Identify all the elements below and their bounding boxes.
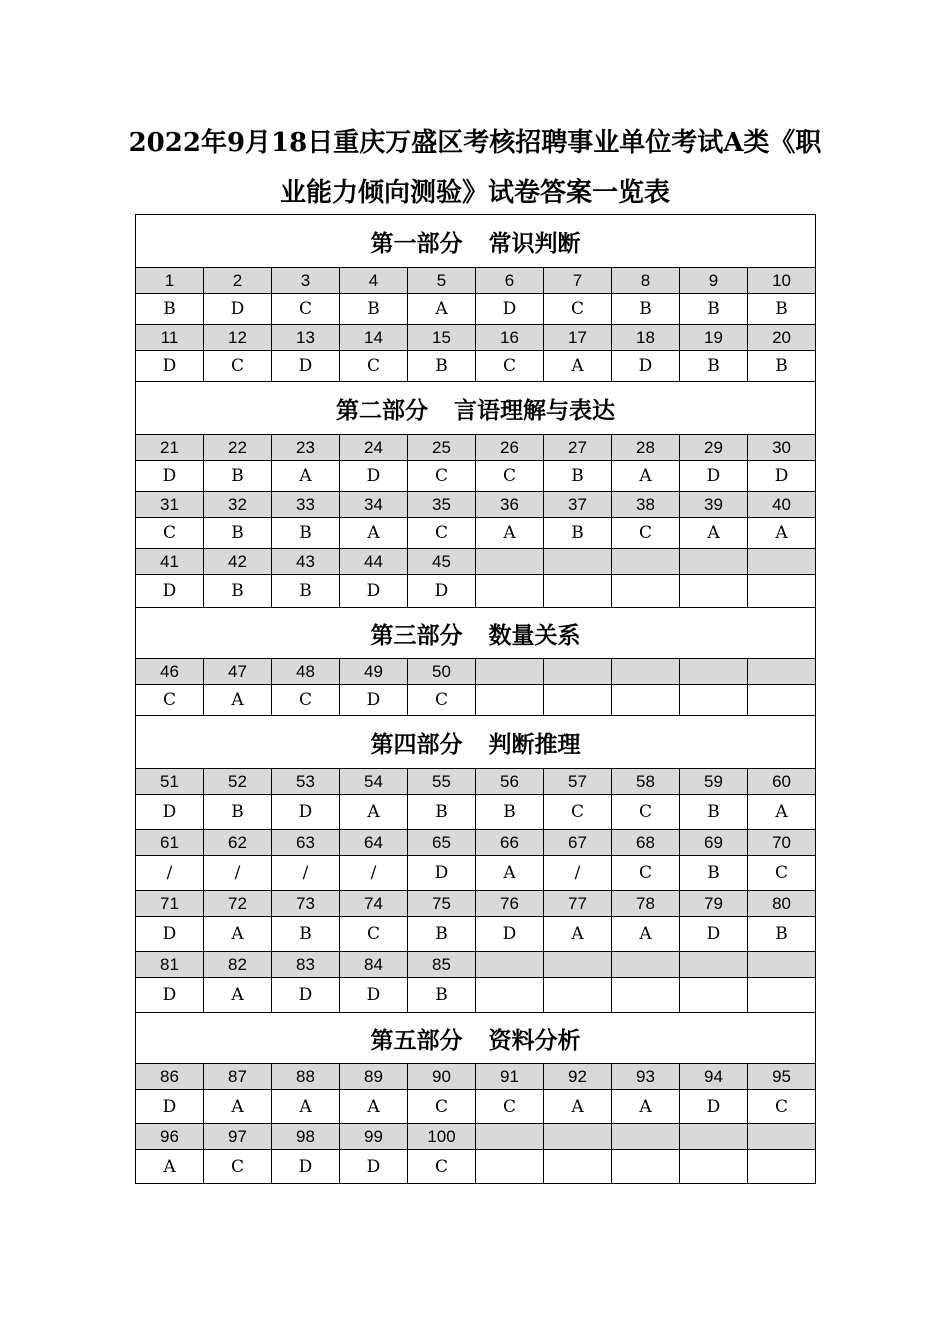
question-number-cell: 23 — [272, 435, 340, 461]
answer-cell: B — [408, 917, 476, 952]
section-part: 第三部分 — [370, 621, 463, 649]
answer-cell: B — [476, 795, 544, 830]
question-number-cell: 61 — [136, 830, 204, 856]
question-number-cell: 20 — [748, 325, 816, 351]
answer-row — [136, 1150, 816, 1184]
question-number-cell: 30 — [748, 435, 816, 461]
question-number-cell: 41 — [136, 549, 204, 575]
section-header-row — [136, 1013, 816, 1064]
answer-cell: C — [136, 685, 204, 716]
answer-cell: A — [204, 917, 272, 952]
answer-cell: A — [476, 518, 544, 549]
answer-row — [136, 917, 816, 952]
section-header-row — [136, 215, 816, 268]
question-number-cell: 68 — [612, 830, 680, 856]
question-number-cell: 51 — [136, 769, 204, 795]
question-number-cell: 28 — [612, 435, 680, 461]
answer-cell — [476, 575, 544, 608]
question-number-cell: 47 — [204, 659, 272, 685]
answer-cell: D — [340, 461, 408, 492]
answer-cell: B — [680, 856, 748, 891]
answer-cell — [544, 1150, 612, 1184]
answer-cell: A — [204, 978, 272, 1013]
question-number-cell: 85 — [408, 952, 476, 978]
section-name: 判断推理 — [488, 730, 581, 758]
answer-cell: D — [612, 351, 680, 382]
question-number-cell: 32 — [204, 492, 272, 518]
section-part: 第四部分 — [370, 730, 463, 758]
question-number-cell: 56 — [476, 769, 544, 795]
answer-cell: B — [204, 461, 272, 492]
answer-cell: A — [476, 856, 544, 891]
answer-cell — [544, 685, 612, 716]
answer-cell: B — [408, 795, 476, 830]
answer-cell: D — [136, 575, 204, 608]
question-number-row — [136, 492, 816, 518]
answer-cell: B — [136, 294, 204, 325]
answer-cell: A — [748, 518, 816, 549]
question-number-cell — [748, 659, 816, 685]
question-number-cell: 81 — [136, 952, 204, 978]
question-number-row — [136, 952, 816, 978]
answer-cell: C — [136, 518, 204, 549]
question-number-cell — [544, 1124, 612, 1150]
answer-row — [136, 575, 816, 608]
section-title — [136, 608, 816, 659]
question-number-cell — [680, 659, 748, 685]
title-line-1: 2022年9月18日重庆万盛区考核招聘事业单位考试A类《职 — [128, 128, 822, 158]
answer-cell: / — [272, 856, 340, 891]
answer-cell: B — [680, 795, 748, 830]
question-number-cell: 82 — [204, 952, 272, 978]
question-number-cell — [476, 952, 544, 978]
answer-cell: D — [680, 461, 748, 492]
question-number-cell — [748, 1124, 816, 1150]
answer-row — [136, 1090, 816, 1124]
question-number-cell: 93 — [612, 1064, 680, 1090]
question-number-cell: 74 — [340, 891, 408, 917]
question-number-cell: 98 — [272, 1124, 340, 1150]
question-number-cell — [680, 1124, 748, 1150]
answer-cell: / — [204, 856, 272, 891]
answer-cell: D — [204, 294, 272, 325]
answer-cell: A — [612, 917, 680, 952]
section-part: 第五部分 — [370, 1026, 463, 1054]
question-number-cell: 79 — [680, 891, 748, 917]
answer-row — [136, 978, 816, 1013]
section-title — [136, 215, 816, 268]
answer-cell: D — [680, 917, 748, 952]
question-number-cell: 86 — [136, 1064, 204, 1090]
answer-cell — [748, 685, 816, 716]
answer-cell: C — [544, 294, 612, 325]
answer-cell — [476, 685, 544, 716]
answer-cell — [748, 1150, 816, 1184]
section-header-row — [136, 608, 816, 659]
answer-cell: / — [136, 856, 204, 891]
answer-cell — [680, 978, 748, 1013]
question-number-cell: 62 — [204, 830, 272, 856]
answer-row — [136, 856, 816, 891]
question-number-cell: 89 — [340, 1064, 408, 1090]
question-number-cell: 78 — [612, 891, 680, 917]
question-number-cell: 96 — [136, 1124, 204, 1150]
answer-cell — [748, 575, 816, 608]
answer-cell: B — [204, 575, 272, 608]
answer-cell: C — [612, 795, 680, 830]
answer-cell: B — [748, 351, 816, 382]
section-name: 常识判断 — [488, 229, 581, 257]
question-number-cell: 55 — [408, 769, 476, 795]
question-number-row — [136, 659, 816, 685]
question-number-cell: 91 — [476, 1064, 544, 1090]
question-number-cell: 17 — [544, 325, 612, 351]
answer-cell: A — [544, 917, 612, 952]
answer-cell: A — [544, 351, 612, 382]
answer-cell — [612, 685, 680, 716]
question-number-cell: 71 — [136, 891, 204, 917]
question-number-cell: 27 — [544, 435, 612, 461]
question-number-cell: 4 — [340, 268, 408, 294]
answer-cell: D — [680, 1090, 748, 1124]
question-number-cell — [544, 659, 612, 685]
answer-cell: B — [680, 351, 748, 382]
question-number-row — [136, 891, 816, 917]
question-number-cell: 67 — [544, 830, 612, 856]
answer-cell: C — [544, 795, 612, 830]
question-number-row — [136, 435, 816, 461]
section-title — [136, 716, 816, 769]
question-number-cell: 34 — [340, 492, 408, 518]
title-line-2: 业能力倾向测验》试卷答案一览表 — [279, 178, 670, 208]
question-number-cell: 66 — [476, 830, 544, 856]
question-number-cell — [748, 952, 816, 978]
question-number-cell — [476, 549, 544, 575]
answer-cell: D — [476, 294, 544, 325]
question-number-cell: 83 — [272, 952, 340, 978]
question-number-cell: 31 — [136, 492, 204, 518]
question-number-cell: 38 — [612, 492, 680, 518]
question-number-cell: 76 — [476, 891, 544, 917]
question-number-cell: 75 — [408, 891, 476, 917]
answer-cell: A — [544, 1090, 612, 1124]
answer-cell — [476, 978, 544, 1013]
question-number-cell: 11 — [136, 325, 204, 351]
question-number-cell — [748, 549, 816, 575]
answer-cell: C — [476, 351, 544, 382]
question-number-cell: 90 — [408, 1064, 476, 1090]
answer-cell: D — [136, 1090, 204, 1124]
question-number-cell: 70 — [748, 830, 816, 856]
question-number-row — [136, 769, 816, 795]
section-name: 资料分析 — [488, 1026, 581, 1054]
answer-cell: A — [612, 461, 680, 492]
answer-cell: C — [408, 1090, 476, 1124]
question-number-cell: 94 — [680, 1064, 748, 1090]
answer-row — [136, 294, 816, 325]
question-number-cell: 95 — [748, 1064, 816, 1090]
question-number-cell: 21 — [136, 435, 204, 461]
question-number-cell: 12 — [204, 325, 272, 351]
question-number-cell: 57 — [544, 769, 612, 795]
question-number-cell: 63 — [272, 830, 340, 856]
question-number-cell: 45 — [408, 549, 476, 575]
question-number-cell: 16 — [476, 325, 544, 351]
question-number-cell: 84 — [340, 952, 408, 978]
answer-cell — [544, 978, 612, 1013]
answer-row — [136, 685, 816, 716]
question-number-cell: 29 — [680, 435, 748, 461]
answer-cell: C — [204, 1150, 272, 1184]
section-part: 第二部分 — [336, 396, 429, 424]
answer-cell: / — [340, 856, 408, 891]
question-number-cell — [680, 952, 748, 978]
question-number-cell: 5 — [408, 268, 476, 294]
question-number-cell: 8 — [612, 268, 680, 294]
answer-row — [136, 795, 816, 830]
question-number-cell — [476, 1124, 544, 1150]
answer-cell: D — [272, 351, 340, 382]
answer-cell: D — [136, 917, 204, 952]
answer-cell — [612, 1150, 680, 1184]
question-number-cell: 59 — [680, 769, 748, 795]
question-number-cell: 52 — [204, 769, 272, 795]
question-number-cell: 9 — [680, 268, 748, 294]
answer-cell: A — [748, 795, 816, 830]
answer-cell: B — [680, 294, 748, 325]
answer-cell: D — [272, 978, 340, 1013]
question-number-cell — [612, 549, 680, 575]
question-number-cell: 37 — [544, 492, 612, 518]
page-title — [0, 118, 950, 218]
answer-cell: B — [340, 294, 408, 325]
answer-cell: A — [408, 294, 476, 325]
question-number-cell: 3 — [272, 268, 340, 294]
answer-cell: A — [272, 461, 340, 492]
question-number-cell: 42 — [204, 549, 272, 575]
answer-cell: D — [272, 795, 340, 830]
question-number-cell: 100 — [408, 1124, 476, 1150]
answer-cell: C — [272, 685, 340, 716]
question-number-cell: 99 — [340, 1124, 408, 1150]
question-number-cell: 54 — [340, 769, 408, 795]
answer-cell: B — [204, 795, 272, 830]
answer-cell: C — [612, 518, 680, 549]
answer-cell: D — [340, 1150, 408, 1184]
answer-cell: B — [272, 518, 340, 549]
answer-cell: A — [204, 1090, 272, 1124]
answer-cell: C — [408, 1150, 476, 1184]
question-number-cell: 1 — [136, 268, 204, 294]
question-number-cell — [544, 549, 612, 575]
answer-cell: A — [340, 795, 408, 830]
section-header-row — [136, 382, 816, 435]
question-number-row — [136, 549, 816, 575]
answer-cell: B — [748, 917, 816, 952]
section-header-row — [136, 716, 816, 769]
question-number-cell — [612, 1124, 680, 1150]
answer-cell — [612, 575, 680, 608]
question-number-cell: 18 — [612, 325, 680, 351]
question-number-cell: 40 — [748, 492, 816, 518]
answer-cell: B — [204, 518, 272, 549]
question-number-cell: 44 — [340, 549, 408, 575]
answer-row — [136, 461, 816, 492]
question-number-cell: 24 — [340, 435, 408, 461]
answer-cell: C — [476, 1090, 544, 1124]
question-number-cell: 22 — [204, 435, 272, 461]
question-number-row — [136, 1064, 816, 1090]
question-number-cell: 88 — [272, 1064, 340, 1090]
answer-cell — [680, 1150, 748, 1184]
answer-cell: C — [408, 518, 476, 549]
question-number-cell: 58 — [612, 769, 680, 795]
question-number-cell: 72 — [204, 891, 272, 917]
question-number-cell: 60 — [748, 769, 816, 795]
question-number-cell — [612, 952, 680, 978]
answer-cell: C — [476, 461, 544, 492]
question-number-cell: 2 — [204, 268, 272, 294]
answer-cell: A — [340, 1090, 408, 1124]
answer-cell: D — [340, 575, 408, 608]
section-name: 言语理解与表达 — [454, 396, 616, 424]
question-number-cell — [680, 549, 748, 575]
question-number-row — [136, 268, 816, 294]
answer-cell: D — [748, 461, 816, 492]
question-number-cell: 14 — [340, 325, 408, 351]
answer-cell: C — [340, 351, 408, 382]
answer-cell — [544, 575, 612, 608]
question-number-cell: 80 — [748, 891, 816, 917]
answer-row — [136, 351, 816, 382]
answer-table — [135, 214, 816, 1184]
answer-cell: B — [544, 461, 612, 492]
answer-cell: B — [272, 917, 340, 952]
answer-cell: D — [136, 461, 204, 492]
answer-cell: B — [408, 978, 476, 1013]
question-number-cell: 13 — [272, 325, 340, 351]
answer-row — [136, 518, 816, 549]
answer-cell: C — [408, 685, 476, 716]
answer-cell: D — [476, 917, 544, 952]
question-number-cell: 26 — [476, 435, 544, 461]
question-number-cell: 50 — [408, 659, 476, 685]
answer-cell: B — [272, 575, 340, 608]
question-number-cell: 35 — [408, 492, 476, 518]
question-number-cell: 97 — [204, 1124, 272, 1150]
question-number-cell: 33 — [272, 492, 340, 518]
section-title — [136, 382, 816, 435]
answer-cell: D — [408, 575, 476, 608]
answer-cell: A — [272, 1090, 340, 1124]
question-number-cell: 6 — [476, 268, 544, 294]
question-number-cell — [476, 659, 544, 685]
answer-cell — [476, 1150, 544, 1184]
question-number-cell: 65 — [408, 830, 476, 856]
section-title — [136, 1013, 816, 1064]
answer-cell: D — [272, 1150, 340, 1184]
answer-cell: C — [272, 294, 340, 325]
answer-cell — [680, 685, 748, 716]
question-number-row — [136, 325, 816, 351]
answer-cell: C — [408, 461, 476, 492]
answer-cell: C — [748, 856, 816, 891]
question-number-cell: 36 — [476, 492, 544, 518]
question-number-cell: 43 — [272, 549, 340, 575]
question-number-cell: 10 — [748, 268, 816, 294]
question-number-cell: 15 — [408, 325, 476, 351]
answer-cell: D — [136, 351, 204, 382]
section-name: 数量关系 — [488, 621, 581, 649]
answer-cell: D — [340, 685, 408, 716]
question-number-cell: 87 — [204, 1064, 272, 1090]
answer-cell: A — [136, 1150, 204, 1184]
question-number-cell: 53 — [272, 769, 340, 795]
answer-cell: D — [408, 856, 476, 891]
section-part: 第一部分 — [370, 229, 463, 257]
answer-cell: C — [748, 1090, 816, 1124]
answer-cell: B — [408, 351, 476, 382]
answer-cell: B — [748, 294, 816, 325]
answer-cell: A — [680, 518, 748, 549]
question-number-cell: 92 — [544, 1064, 612, 1090]
answer-cell: D — [340, 978, 408, 1013]
answer-cell: D — [136, 795, 204, 830]
question-number-cell: 7 — [544, 268, 612, 294]
answer-cell: B — [612, 294, 680, 325]
answer-cell: A — [612, 1090, 680, 1124]
question-number-cell: 73 — [272, 891, 340, 917]
question-number-cell: 64 — [340, 830, 408, 856]
question-number-cell: 25 — [408, 435, 476, 461]
question-number-cell: 69 — [680, 830, 748, 856]
answer-cell: A — [340, 518, 408, 549]
question-number-cell — [544, 952, 612, 978]
answer-cell: D — [136, 978, 204, 1013]
question-number-cell — [612, 659, 680, 685]
question-number-row — [136, 1124, 816, 1150]
answer-cell — [748, 978, 816, 1013]
question-number-cell: 77 — [544, 891, 612, 917]
answer-cell: B — [544, 518, 612, 549]
question-number-row — [136, 830, 816, 856]
answer-cell — [612, 978, 680, 1013]
answer-cell: C — [612, 856, 680, 891]
answer-cell: / — [544, 856, 612, 891]
answer-cell — [680, 575, 748, 608]
question-number-cell: 19 — [680, 325, 748, 351]
answer-cell: C — [340, 917, 408, 952]
answer-cell: C — [204, 351, 272, 382]
question-number-cell: 48 — [272, 659, 340, 685]
question-number-cell: 46 — [136, 659, 204, 685]
question-number-cell: 49 — [340, 659, 408, 685]
answer-cell: A — [204, 685, 272, 716]
question-number-cell: 39 — [680, 492, 748, 518]
